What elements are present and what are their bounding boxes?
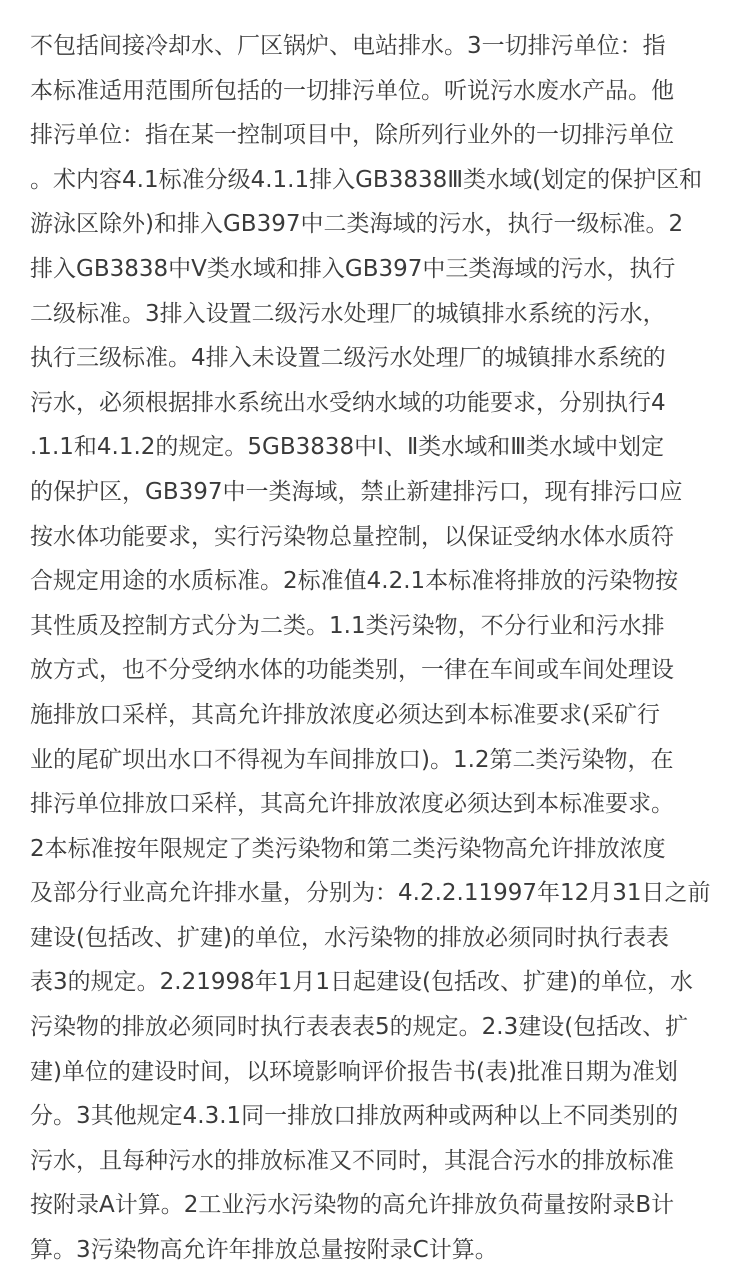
text-line: 算。3污染物高允许年排放总量按附录C计算。: [30, 1237, 498, 1264]
text-line: 按附录A计算。2工业污水污染物的高允许排放负荷量按附录B计: [30, 1192, 675, 1219]
text-line: 污水，且每种污水的排放标准又不同时，其混合污水的排放标准: [30, 1147, 674, 1174]
text-line: 排污单位：指在某一控制项目中，除所列行业外的一切排污单位: [30, 122, 674, 149]
text-line: 游泳区除外)和排入GB397中二类海域的污水，执行一级标准。2: [30, 211, 684, 238]
text-line: 的保护区，GB397中一类海域，禁止新建排污口，现有排污口应: [30, 478, 683, 505]
body-text: [30, 24, 730, 1273]
text-line: 业的尾矿坝出水口不得视为车间排放口)。1.2第二类污染物，在: [30, 746, 674, 773]
text-line: 建设(包括改、扩建)的单位，水污染物的排放必须同时执行表表: [30, 924, 669, 951]
text-line: 建)单位的建设时间，以环境影响评价报告书(表)批准日期为准划: [30, 1058, 678, 1085]
text-line: 合规定用途的水质标准。2标准值4.2.1本标准将排放的污染物按: [30, 568, 679, 595]
text-line: 。术内容4.1标准分级4.1.1排入GB3838Ⅲ类水域(划定的保护区和: [30, 166, 703, 193]
text-line: 二级标准。3排入设置二级污水处理厂的城镇排水系统的污水，: [30, 300, 666, 327]
text-line: 污水，必须根据排水系统出水受纳水域的功能要求，分别执行4: [30, 389, 666, 416]
text-line: .1.1和4.1.2的规定。5GB3838中Ⅰ、Ⅱ类水域和Ⅲ类水域中划定: [30, 434, 665, 461]
text-line: 污染物的排放必须同时执行表表表5的规定。2.3建设(包括改、扩: [30, 1014, 689, 1041]
text-line: 按水体功能要求，实行污染物总量控制，以保证受纳水体水质符: [30, 523, 674, 550]
text-line: 排入GB3838中Ⅴ类水域和排入GB397中三类海域的污水，执行: [30, 255, 676, 282]
text-line: 不包括间接冷却水、厂区锅炉、电站排水。3一切排污单位：指: [30, 33, 666, 59]
text-line: 2本标准按年限规定了类污染物和第二类污染物高允许排放浓度: [30, 835, 666, 862]
text-line: 本标准适用范围所包括的一切排污单位。听说污水废水产品。他: [30, 77, 674, 104]
text-line: 施排放口采样，其高允许排放浓度必须达到本标准要求(采矿行: [30, 701, 660, 728]
text-line: 表3的规定。2.21998年1月1日起建设(包括改、扩建)的单位，水: [30, 969, 693, 996]
text-line: 分。3其他规定4.3.1同一排放口排放两种或两种以上不同类别的: [30, 1103, 679, 1130]
text-line: 放方式，也不分受纳水体的功能类别，一律在车间或车间处理设: [30, 657, 674, 684]
text-line: 其性质及控制方式分为二类。1.1类污染物，不分行业和污水排: [30, 612, 665, 639]
text-line: 排污单位排放口采样，其高允许排放浓度必须达到本标准要求。: [30, 791, 674, 818]
text-line: 执行三级标准。4排入未设置二级污水处理厂的城镇排水系统的: [30, 345, 666, 372]
text-line: 及部分行业高允许排水量，分别为：4.2.2.11997年12月31日之前: [30, 880, 711, 907]
